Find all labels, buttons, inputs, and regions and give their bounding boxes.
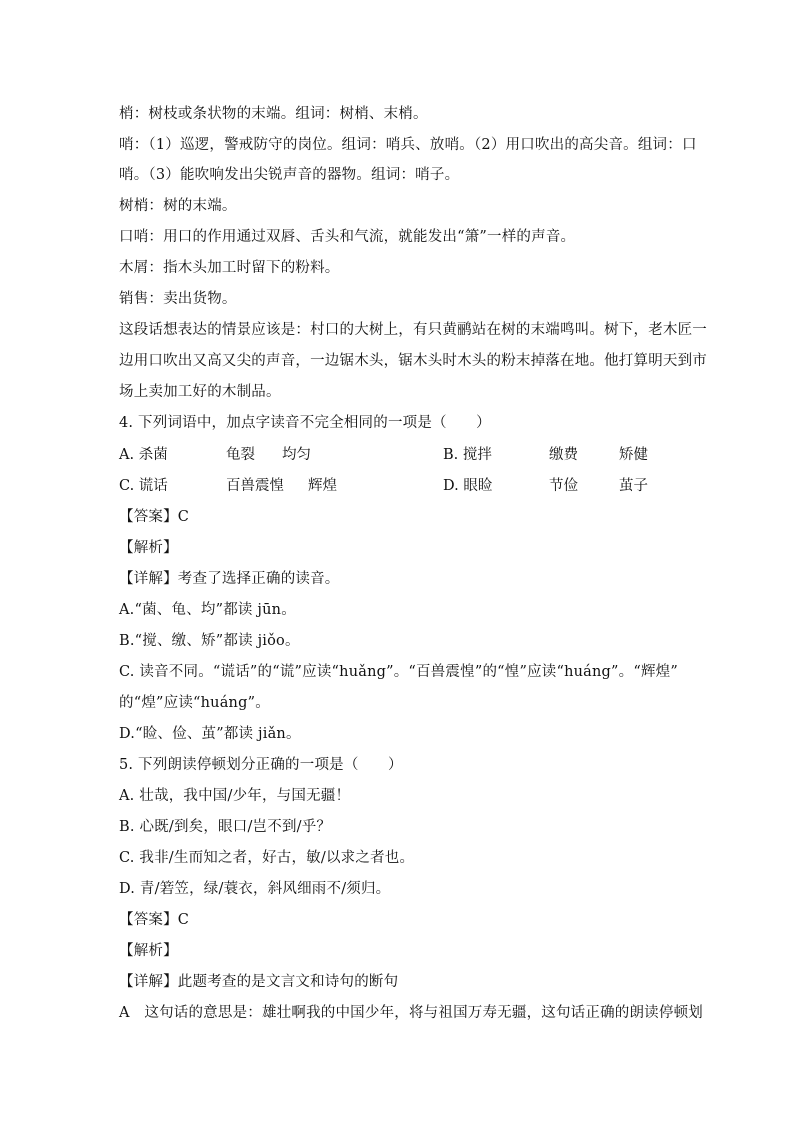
- q4-option-a-word: 均匀: [282, 447, 311, 463]
- text-line: 【详解】考查了选择正确的读音。: [119, 571, 340, 587]
- text-line: 场上卖加工好的木制品。: [119, 384, 281, 400]
- q4-option-d-label: D. 眼睑: [443, 478, 493, 494]
- q4-option-a-label: A. 杀菌: [119, 447, 168, 463]
- text-line: C. 读音不同。“谎话”的“谎”应读“huǎng”。“百兽震惶”的“惶”应读“huáng”。“辉煌”: [119, 664, 678, 680]
- text-line: D.“睑、俭、茧”都读 jiǎn。: [119, 726, 301, 742]
- text-line: 边用口吹出又高又尖的声音，一边锯木头，锯木头时木头的粉末掉落在地。他打算明天到市: [119, 353, 707, 369]
- q5-option-c: C. 我非/生而知之者，好古，敏/以求之者也。: [119, 850, 415, 866]
- q4-option-c-word: 辉煌: [308, 478, 337, 494]
- text-line: 这段话想表达的情景应该是：村口的大树上，有只黄鹂站在树的末端鸣叫。树下，老木匠一: [119, 322, 707, 338]
- text-line: A 这句话的意思是：雄壮啊我的中国少年，将与祖国万寿无疆，这句话正确的朗读停顿划: [119, 1005, 703, 1021]
- question-4-stem: 4. 下列词语中，加点字读音不完全相同的一项是（ ）: [119, 415, 491, 431]
- q5-option-d: D. 青/箬笠，绿/蓑衣，斜风细雨不/须归。: [119, 881, 391, 897]
- analysis-label: 【解析】: [119, 540, 178, 556]
- q4-option-c-label: C. 谎话: [119, 478, 168, 494]
- q5-option-b: B. 心既/到矣，眼口/岂不到/乎？: [119, 819, 332, 835]
- text-line: 梢：树枝或条状物的末端。组词：树梢、末梢。: [119, 106, 428, 122]
- text-line: 哨：（1）巡逻，警戒防守的岗位。组词：哨兵、放哨。（2）用口吹出的高尖音。组词：口: [119, 137, 697, 153]
- text-line: 口哨：用口的作用通过双唇、舌头和气流，就能发出“箫”一样的声音。: [119, 229, 576, 245]
- q4-option-a-word: 龟裂: [226, 447, 255, 463]
- text-line: 哨。（3）能吹响发出尖锐声音的器物。组词：哨子。: [119, 167, 460, 183]
- q4-option-d-word: 节俭: [549, 478, 578, 494]
- q4-option-c-word: 百兽震惶: [226, 478, 284, 494]
- analysis-label: 【解析】: [119, 943, 178, 959]
- text-line: B.“搅、缴、矫”都读 jiǒo。: [119, 633, 300, 649]
- text-line: 销售：卖出货物。: [119, 291, 237, 307]
- text-line: 树梢：树的末端。: [119, 198, 237, 214]
- q4-option-b-word: 缴费: [549, 447, 578, 463]
- answer-label: 【答案】C: [119, 912, 190, 928]
- q4-option-b-word: 矫健: [619, 447, 648, 463]
- answer-label: 【答案】C: [119, 509, 190, 525]
- text-line: A.“菌、龟、均”都读 jūn。: [119, 602, 296, 618]
- q4-option-b-label: B. 搅拌: [443, 447, 492, 463]
- text-line: 木屑：指木头加工时留下的粉料。: [119, 260, 340, 276]
- q5-option-a: A. 壮哉，我中国/少年，与国无疆！: [119, 788, 351, 804]
- question-5-stem: 5. 下列朗读停顿划分正确的一项是（ ）: [119, 757, 403, 773]
- q4-option-d-word: 茧子: [619, 478, 648, 494]
- text-line: 的“煌”应读“huáng”。: [119, 695, 270, 711]
- text-line: 【详解】此题考查的是文言文和诗句的断句: [119, 974, 399, 990]
